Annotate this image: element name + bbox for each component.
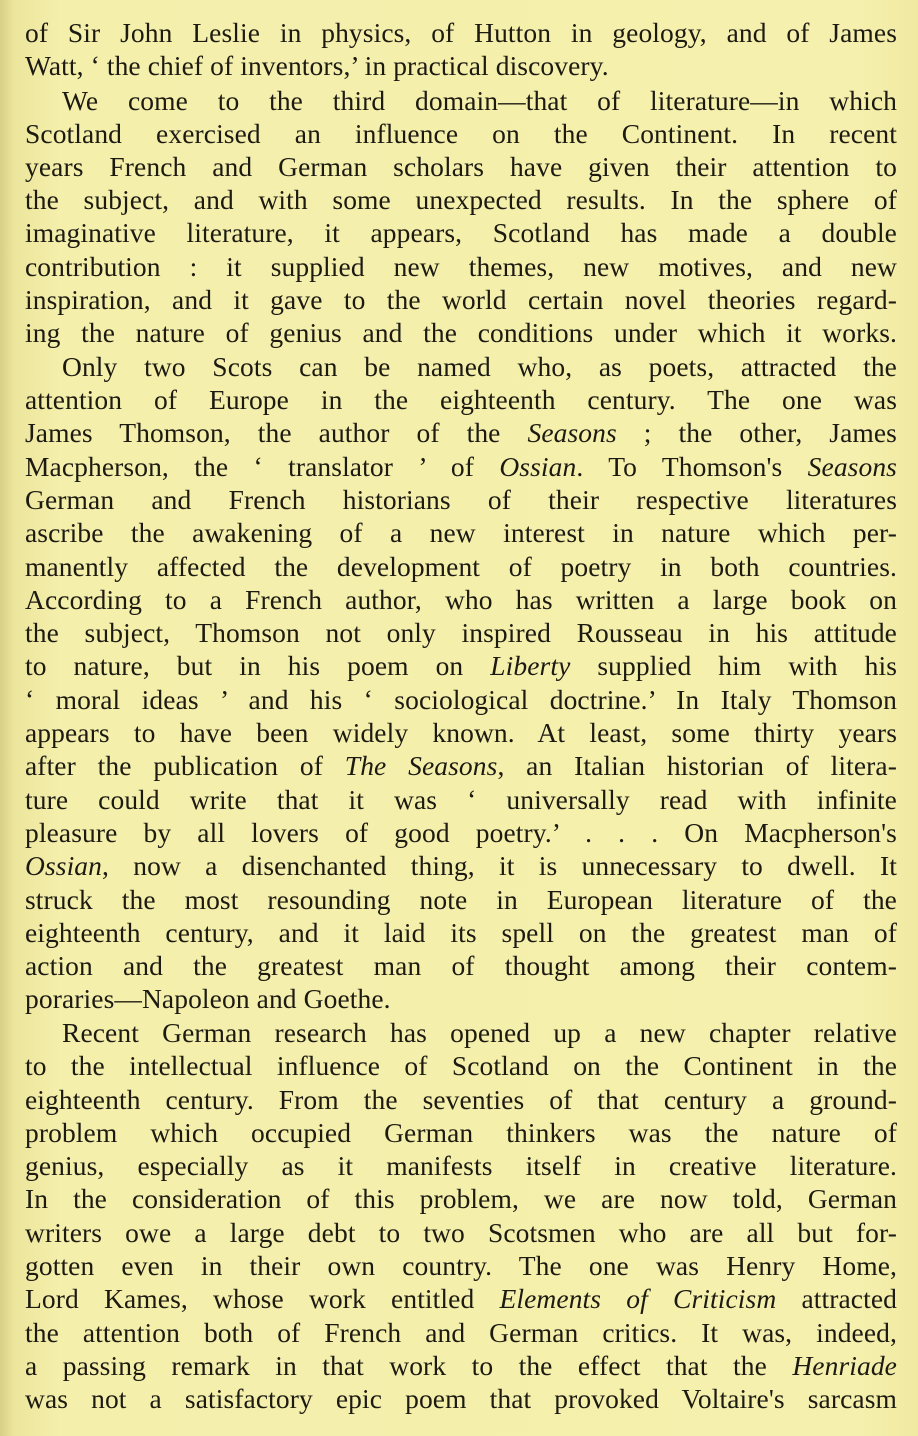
italic-title: Henriade	[792, 1350, 897, 1381]
text-line: Watt, ‘ the chief of inventors,’ in practical discovery.	[25, 50, 609, 81]
text-line: ing the nature of genius and the conditions under which it works.	[25, 317, 897, 348]
italic-title: Seasons	[807, 451, 897, 482]
text-line: ture could write that it was ‘ universally read with infinite	[25, 784, 897, 815]
text-line: In the consideration of this problem, we are now told, German	[25, 1183, 897, 1214]
italic-title: Ossian	[499, 451, 577, 482]
text-line: after the publication of The Seasons, an Italian historian of litera-	[25, 750, 897, 781]
text-line: attention of Europe in the eighteenth century. The one was	[25, 384, 897, 415]
text-line: years French and German scholars have given their attention to	[25, 151, 897, 182]
text-line: We come to the third domain—that of literature—in which	[62, 85, 897, 116]
text-line: action and the greatest man of thought among their contem-	[25, 950, 897, 981]
text-line: pleasure by all lovers of good poetry.’ . . . On Macpherson's	[25, 817, 897, 848]
text-line: poraries—Napoleon and Goethe.	[25, 983, 391, 1014]
text-line: eighteenth century. From the seventies of that century a ground-	[25, 1084, 897, 1115]
text-line: to nature, but in his poem on Liberty supplied him with his	[25, 650, 897, 681]
text-line: the subject, and with some unexpected results. In the sphere of	[25, 184, 897, 215]
text-line: genius, especially as it manifests itself in creative literature.	[25, 1150, 897, 1181]
text-line: the attention both of French and German critics. It was, indeed,	[25, 1317, 897, 1348]
text-line: Scotland exercised an influence on the Continent. In recent	[25, 118, 897, 149]
text-line: German and French historians of their respective literatures	[25, 484, 897, 515]
text-line: manently affected the development of poetry in both countries.	[25, 551, 897, 582]
text-line: contribution : it supplied new themes, new motives, and new	[25, 251, 897, 282]
text-line: appears to have been widely known. At least, some thirty years	[25, 717, 897, 748]
text-line: Recent German research has opened up a new chapter relative	[62, 1017, 897, 1048]
italic-title: Ossian	[25, 850, 103, 881]
italic-title: Liberty	[490, 650, 571, 681]
text-line: a passing remark in that work to the effect that the Henriade	[25, 1350, 897, 1381]
text-line: struck the most resounding note in European literature of the	[25, 884, 897, 915]
text-line: Only two Scots can be named who, as poets, attracted the	[62, 351, 897, 382]
text-line: was not a satisfactory epic poem that provoked Voltaire's sarcasm	[25, 1383, 897, 1414]
text-line: imaginative literature, it appears, Scotland has made a double	[25, 217, 897, 248]
text-line: gotten even in their own country. The one was Henry Home,	[25, 1250, 897, 1281]
text-line: ‘ moral ideas ’ and his ‘ sociological doctrine.’ In Italy Thomson	[25, 684, 897, 715]
text-line: writers owe a large debt to two Scotsmen who are all but for-	[25, 1217, 897, 1248]
text-line: problem which occupied German thinkers was the nature of	[25, 1117, 897, 1148]
text-line: of Sir John Leslie in physics, of Hutton in geology, and of James	[25, 17, 897, 48]
text-line: According to a French author, who has written a large book on	[25, 584, 897, 615]
text-line: eighteenth century, and it laid its spell on the greatest man of	[25, 917, 897, 948]
text-line: James Thomson, the author of the Seasons ; the other, James	[25, 417, 897, 448]
italic-title: The Seasons	[344, 750, 498, 781]
text-line: Ossian, now a disenchanted thing, it is unnecessary to dwell. It	[25, 850, 897, 881]
text-line: the subject, Thomson not only inspired Rousseau in his attitude	[25, 617, 897, 648]
italic-title: Seasons	[527, 417, 617, 448]
italic-title: Elements of Criticism	[499, 1283, 777, 1314]
text-line: inspiration, and it gave to the world certain novel theories regard-	[25, 284, 897, 315]
text-line: Macpherson, the ‘ translator ’ of Ossian. To Thomson's Seasons	[25, 451, 897, 482]
text-line: Lord Kames, whose work entitled Elements of Criticism attracted	[25, 1283, 897, 1314]
text-line: to the intellectual influence of Scotland on the Continent in the	[25, 1050, 897, 1081]
text-line: ascribe the awakening of a new interest in nature which per-	[25, 517, 897, 548]
